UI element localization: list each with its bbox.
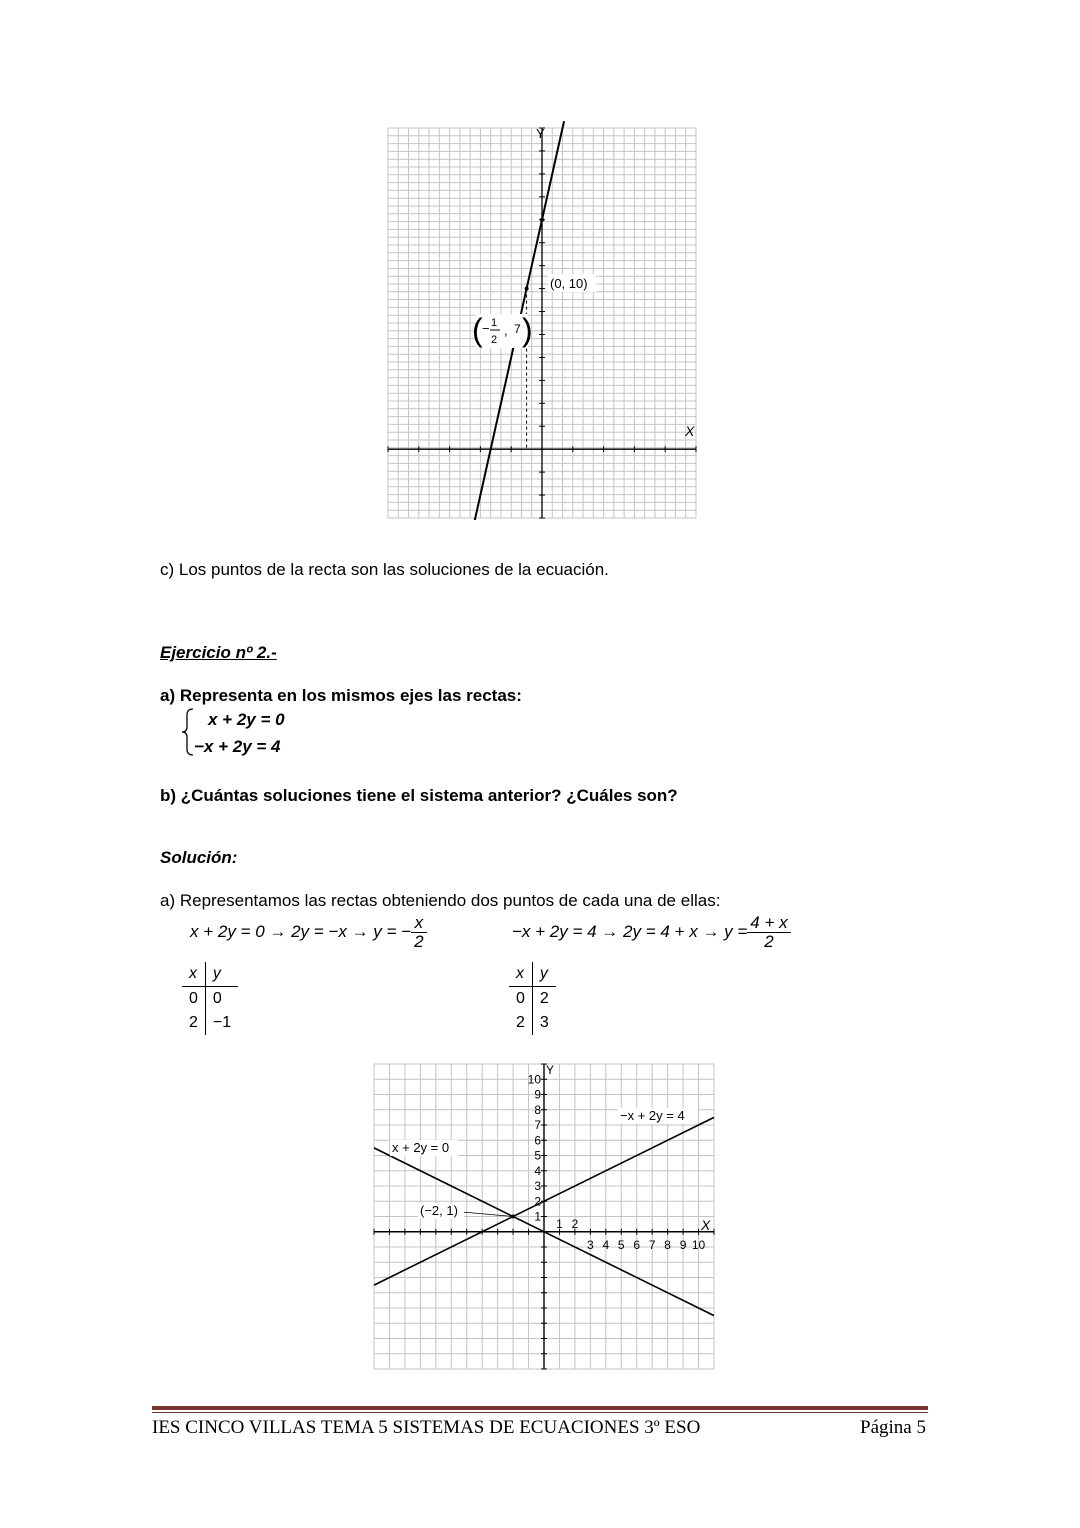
x-tick-label: 9 [679,1237,687,1252]
graph-1-y-axis-label: Y [536,126,545,141]
solution-intro: a) Representamos las rectas obteniendo dos puntos de cada una de ellas: [160,891,721,910]
graph-1-point2-y: 7 [514,322,521,336]
graph-2-x-axis-label: X [701,1217,711,1233]
graph-2-intersection-point [511,1215,515,1219]
x-tick-label: 8 [664,1237,671,1252]
svg-text:(: ( [472,312,483,348]
table-1-header-x: x [182,962,205,987]
graph-1-point2-label [472,312,533,348]
graph-1-point2-minus: − [482,321,490,336]
y-tick-label: 4 [534,1163,541,1178]
part-c-text: c) Los puntos de la recta son las soluciones de la ecuación. [160,560,609,579]
values-table-2 [509,962,556,1035]
footer-rule-bottom [152,1412,928,1413]
y-tick-label: 9 [534,1087,541,1102]
y-tick-label: 7 [534,1118,541,1132]
table-2-header-y: y [532,962,555,987]
system-equation-2: −x + 2y = 4 [194,737,281,756]
exercise-2-part-b: b) ¿Cuántas soluciones tiene el sistema anterior? ¿Cuáles son? [160,786,678,805]
derivation-2-numerator: 4 + x [747,914,790,933]
derivation-2-denominator: 2 [764,932,774,951]
footer-title: IES CINCO VILLAS TEMA 5 SISTEMAS DE ECUACIONES 3º ESO [152,1417,701,1438]
graph-2-y-axis-label: Y [546,1063,555,1077]
y-tick-label: 2 [534,1194,541,1209]
table-1-cell: 0 [212,990,222,1007]
x-tick-label: 7 [648,1237,656,1252]
system-equation-1: x + 2y = 0 [208,710,285,729]
x-tick-label: 3 [587,1237,594,1252]
y-tick-label: 1 [534,1209,541,1224]
graph-1 [380,120,710,520]
derivation-2 [512,914,791,951]
x-tick-label: 4 [602,1237,610,1252]
y-tick-label: 8 [534,1102,541,1117]
graph-1-point2-den: 2 [491,334,498,346]
svg-text:,: , [504,323,508,338]
table-2-cell: 0 [509,987,532,1012]
table-1-cell: −1 [212,1014,232,1031]
x-tick-label: 10 [691,1237,706,1252]
x-tick-label: 1 [556,1216,563,1231]
y-tick-label: 5 [534,1148,541,1163]
y-tick-label: 3 [534,1179,541,1193]
footer-page-number: Página 5 [860,1417,926,1438]
table-2-header-x: x [509,962,532,987]
system-brace [181,707,195,757]
y-tick-label: 6 [534,1133,541,1148]
table-1-cell: 2 [182,1011,205,1035]
solution-title: Solución: [160,848,238,867]
derivation-1 [190,914,427,951]
x-tick-label: 2 [571,1216,579,1231]
table-2-cell: 3 [539,1014,549,1031]
graph-1-point-0-10 [540,218,544,222]
graph-1-point-neg-half-7 [525,287,529,291]
graph-2-point-label: (−2, 1) [420,1203,458,1218]
x-tick-label: 5 [617,1237,625,1252]
y-tick-label: 10 [527,1072,541,1087]
graph-2-label-line-1: x + 2y = 0 [392,1140,450,1155]
derivation-1-numerator: x [411,914,426,933]
footer-rule-top [152,1406,928,1410]
graph-1-x-axis-label: X [685,423,695,439]
exercise-2-part-a: a) Representa en los mismos ejes las rectas: [160,686,522,705]
svg-text:): ) [522,312,533,348]
graph-1-point-label: (0, 10) [550,276,588,291]
derivation-1-text: x + 2y = 0 → 2y = −x → y = − [190,921,412,941]
table-1-cell: 0 [182,987,205,1012]
table-2-cell: 2 [539,990,549,1007]
derivation-2-text: −x + 2y = 4 → 2y = 4 + x → y = [512,921,748,941]
derivation-1-denominator: 2 [414,932,424,951]
exercise-2-title: Ejercicio nº 2.- [160,643,277,662]
values-table-1 [182,962,238,1035]
table-2-cell: 2 [509,1011,532,1035]
x-tick-label: 6 [633,1237,641,1252]
graph-2 [370,1058,720,1378]
graph-1-point2-num: 1 [491,317,498,329]
graph-2-label-line-2: −x + 2y = 4 [620,1108,685,1123]
table-1-header-y: y [205,962,238,987]
